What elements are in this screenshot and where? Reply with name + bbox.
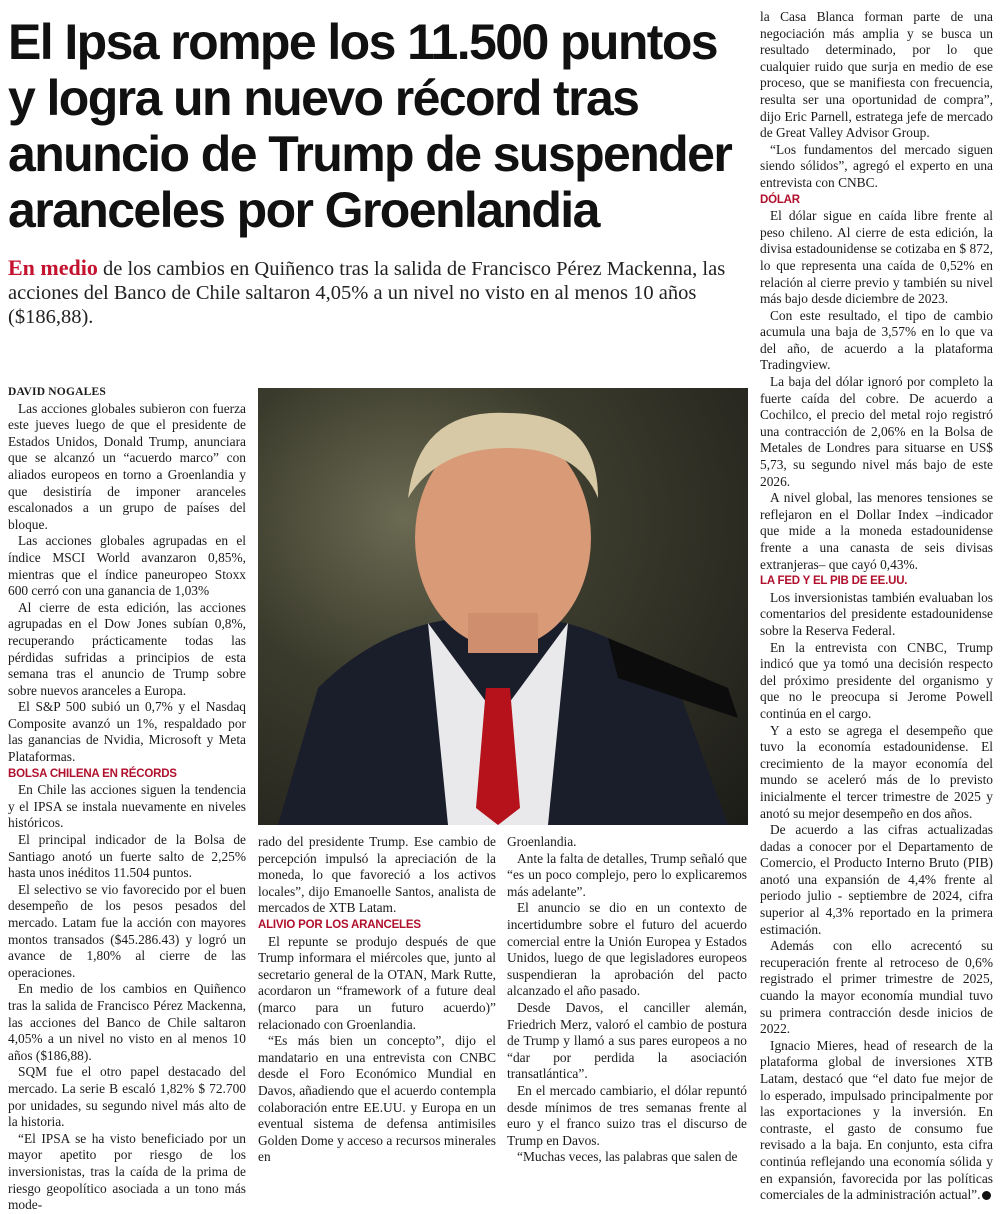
paragraph: La baja del dólar ignoró por completo la fuerte caída del cobre. De acuerdo a Cochilco, el precio del metal rojo registró una contracción de 2,06% en la Bolsa de Metales de Londres para situarse en US$ 5,73, su segundo nivel más bajo de este 2026. <box>760 374 993 489</box>
paragraph: El selectivo se vio favorecido por el buen desempeño de los pesos pesados del mercado. Latam fue la acción con mayores montos transados ($45.286.43) y logró un avance de 1,80% al cierre de las operaciones. <box>8 881 246 980</box>
subheading: BOLSA CHILENA EN RÉCORDS <box>8 767 177 780</box>
paragraph: la Casa Blanca forman parte de una negociación más amplia y se busca un resultado determinado, por lo que cualquier ruido que surja en medio de ese proceso, que se manifiesta con frecuencia, resulta ser una oportunidad de compra”, dijo Eric Parnell, estratega jefe de mercado de Great Valley Advisor Group. <box>760 9 993 141</box>
headline: El Ipsa rompe los 11.500 puntos y logra un nuevo récord tras anuncio de Trump de suspender aranceles por Groenlandia <box>8 14 732 238</box>
portrait-illustration <box>258 388 748 825</box>
paragraph: Las acciones globales agrupadas en el índice MSCI World avanzaron 0,85%, mientras que el índice paneuropeo Stoxx 600 cerró con una ganancia de 1,03% <box>8 533 246 599</box>
subheading: DÓLAR <box>760 193 800 206</box>
paragraph <box>760 1038 993 1204</box>
paragraph: De acuerdo a las cifras actualizadas dadas a conocer por el Departamento de Comercio, el Producto Interno Bruto (PIB) anotó una expansión de 4,4% frente al periodo julio - septiembre de 2024, cifra superior al 4,3% reportado en la primera estimación. <box>760 822 993 937</box>
paragraph: El anuncio se dio en un contexto de incertidumbre sobre el futuro del acuerdo comercial entre la Unión Europea y Estados Unidos, luego de que legisladores europeos suspendieran la aprobación del pacto alcanzado el año pasado. <box>507 900 747 999</box>
paragraph: rado del presidente Trump. Ese cambio de percepción impulsó la apreciación de la moneda, lo que favoreció a los activos locales”, dijo Emanoelle Santos, analista de mercados de XTB Latam. <box>258 834 496 916</box>
paragraph: Los inversionistas también evaluaban los comentarios del presidente estadounidense sobre la Reserva Federal. <box>760 589 993 638</box>
subheading: LA FED Y EL PIB DE EE.UU. <box>760 575 908 588</box>
paragraph-text: Ignacio Mieres, head of research de la plataforma global de inversiones XTB Latam, destacó que “el dato fue mejor de lo esperado, impulsado principalmente por las exportaciones y la inversión. En contraste, el gasto de consumo fue revisado a la baja. En conjunto, esta cifra continúa reflejando una economía sólida y en expansión, favorecida por las políticas comerciales de la administración actual”. <box>760 1037 993 1203</box>
paragraph: En Chile las acciones siguen la tendencia y el IPSA se instala nuevamente en niveles históricos. <box>8 782 246 831</box>
paragraph: Y a esto se agrega el desempeño que tuvo la economía estadounidense. El crecimiento de la mayor economía del mundo se aceleró más de lo previsto inicialmente el tercer trimestre de 2025 y anotó su mejor desempeño en dos años. <box>760 722 993 821</box>
paragraph: Groenlandia. <box>507 834 577 849</box>
paragraph: “Los fundamentos del mercado siguen siendo sólidos”, agregó el experto en una entrevista con CNBC. <box>760 141 993 190</box>
paragraph: El S&P 500 subió un 0,7% y el Nasdaq Composite avanzó un 1%, respaldado por las ganancias de Nvidia, Microsoft y Meta Plataformas. <box>8 699 246 765</box>
deck-text: de los cambios en Quiñenco tras la salida de Francisco Pérez Mackenna, las acciones del Banco de Chile saltaron 4,05% a un nivel no visto en al menos 10 años ($186,88). <box>8 258 726 328</box>
deck <box>8 256 746 329</box>
paragraph: El dólar sigue en caída libre frente al peso chileno. Al cierre de esta edición, la divisa estadounidense se cotizaba en $ 872, lo que representa una caída de 0,52% en relación al cierre previo y también su nivel más bajo desde diciembre de 2023. <box>760 208 993 307</box>
column-4 <box>760 9 993 1204</box>
end-mark-icon <box>982 1191 991 1200</box>
paragraph: En medio de los cambios en Quiñenco tras la salida de Francisco Pérez Mackenna, las acciones del Banco de Chile saltaron 4,05% a un nivel no visto en al menos 10 años ($186,88). <box>8 981 246 1063</box>
trump-photo <box>258 388 748 825</box>
paragraph: Al cierre de esta edición, las acciones agrupadas en el Dow Jones subían 0,8%, recuperando prácticamente todas las pérdidas sufridas a principios de esta semana tras el anuncio de Trump sobre sobre nuevos aranceles a Europa. <box>8 599 246 698</box>
paragraph: Las acciones globales subieron con fuerza este jueves luego de que el presidente de Estados Unidos, Donald Trump, anunciara que se alcanzó un “acuerdo marco” con aliados europeos en torno a Groenlandia y que desistiría de imponer aranceles escalonados a un grupo de países del bloque. <box>8 400 246 532</box>
paragraph: En la entrevista con CNBC, Trump indicó que ya tomó una decisión respecto del próximo presidente del organismo y que no le preocupa si Jerome Powell continúa en el cargo. <box>760 639 993 721</box>
subheading: ALIVIO POR LOS ARANCELES <box>258 918 421 931</box>
column-1 <box>8 384 246 1214</box>
paragraph: En el mercado cambiario, el dólar repuntó desde mínimos de tres semanas frente al euro y el franco suizo tras el discurso de Trump en Davos. <box>507 1082 747 1148</box>
paragraph: Ante la falta de detalles, Trump señaló que “es un poco complejo, pero lo explicaremos más adelante”. <box>507 850 747 899</box>
paragraph: “El IPSA se ha visto beneficiado por un mayor apetito por riesgo de los inversionistas, tras la caída de la prima de riesgo geopolítico asociada a un tono más mode- <box>8 1130 246 1213</box>
paragraph: Con este resultado, el tipo de cambio acumula una baja de 3,57% en lo que va del año, de acuerdo a la plataforma Tradingview. <box>760 307 993 373</box>
deck-lead: En medio <box>8 255 98 280</box>
paragraph: Además con ello acrecentó su recuperación frente al retroceso de 0,6% registrado el primer trimestre de 2025, cuando la mayor economía mundial tuvo su primera contracción desde inicios de 2022. <box>760 938 993 1037</box>
byline: DAVID NOGALES <box>8 386 106 398</box>
paragraph: El principal indicador de la Bolsa de Santiago anotó un fuerte salto de 2,25% hasta unos inéditos 11.504 puntos. <box>8 832 246 881</box>
paragraph: “Muchas veces, las palabras que salen de <box>517 1149 738 1165</box>
paragraph: “Es más bien un concepto”, dijo el mandatario en una entrevista con CNBC desde el Foro Económico Mundial en Davos, añadiendo que el acuerdo contempla colaboración entre EE.UU. y Europa en un eventual sistema de defensa antimisiles Golden Dome y acceso a recursos minerales en <box>258 1033 496 1165</box>
paragraph: SQM fue el otro papel destacado del mercado. La serie B escaló 1,82% $ 72.700 por unidades, su segundo nivel más alto de la historia. <box>8 1064 246 1130</box>
paragraph: Desde Davos, el canciller alemán, Friedrich Merz, valoró el cambio de postura de Trump y llamó a sus pares europeos a no “dar por perdida la asociación transatlántica”. <box>507 999 747 1082</box>
column-3 <box>507 834 747 1166</box>
column-2 <box>258 834 496 1166</box>
paragraph: El repunte se produjo después de que Trump informara el miércoles que, junto al secretario general de la OTAN, Mark Rutte, acordaron un “framework of a future deal (marco para un futuro acuerdo)” relacionado con Groenlandia. <box>258 933 496 1032</box>
paragraph: A nivel global, las menores tensiones se reflejaron en el Dollar Index –indicador que mide a la moneda estadounidense frente a una canasta de seis divisas extranjeras– que cayó 0,43%. <box>760 490 993 572</box>
